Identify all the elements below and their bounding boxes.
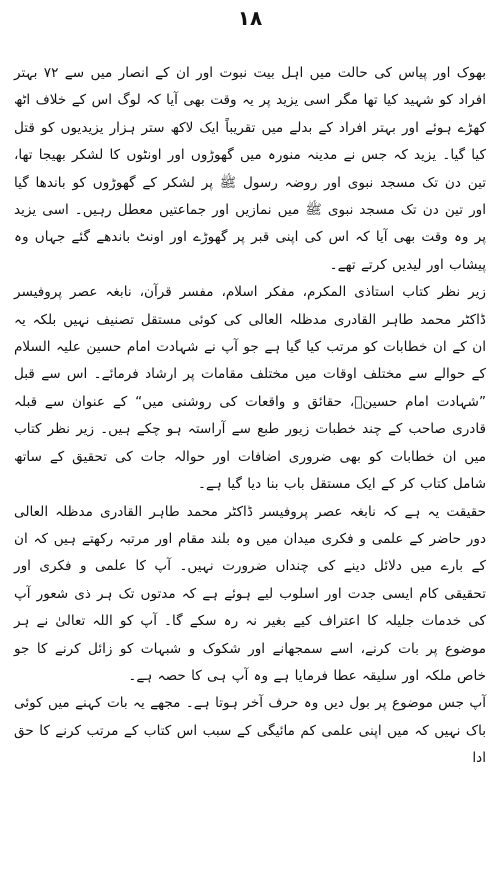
paragraph-yazid-retribution: بھوک اور پیاس کی حالت میں اہل بیت نبوت اور ان کے انصار میں سے ۷۲ بہتر افراد کو شہید کیا تھا مگر اسی یزید پر یہ وقت بھی آیا کہ لوگ اس کے خلاف اٹھ کھڑے ہوئے اور بہتر افراد کے بدلے میں تقریباً ایک لاکھ ستر ہزار یزیدیوں کو قتل کیا گیا۔ یزید کہ جس نے مدینہ منورہ میں گھوڑوں اور اونٹوں کا لشکر بھیجا تھا، تین دن تک مسجد نبوی اور روضہ رسول ﷺ پر لشکر کے گھوڑوں کو باندھا گیا اور تین دن تک مسجد نبوی ﷺ میں نمازیں اور جماعتیں معطل رہیں۔ اسی یزید پر وہ وقت بھی آیا کہ اس کی اپنی قبر پر گھوڑے اور اونٹ باندھے گئے جہاں وہ پیشاب اور لیدیں کرتے تھے۔ xyxy=(14,65,486,273)
paragraph-compiler-note: آپ جس موضوع پر بول دیں وہ حرف آخر ہوتا ہے۔ مجھے یہ بات کہنے میں کوئی باک نہیں کہ میں اپنی علمی کم مائیگی کے سبب اس کتاب کے مرتب کرنے کا حق ادا xyxy=(14,695,486,767)
paragraph-author-tribute: حقیقت یہ ہے کہ نابغہ عصر پروفیسر ڈاکٹر محمد طاہر القادری مدظلہ العالی دور حاضر کے علمی و فکری میدان میں وہ بلند مقام اور مرتبہ رکھتے ہیں کہ ان کے بارے میں دلائل دینے کی چنداں ضرورت نہیں۔ آپ کا علمی و فکری اور تحقیقی کام ایسی جدت اور اسلوب لیے ہوئے ہے کہ مدتوں تک ہر ذی شعور آپ کی خدمات جلیلہ کا اعتراف کیے بغیر نہ رہ سکے گا۔ آپ کو اللہ تعالیٰ نے ہر موضوع پر بات کرنے، اسے سمجھانے اور شکوک و شبہات کو زائل کرنے کا جو خاص ملکہ اور سلیقہ عطا فرمایا ہے وہ آپ ہی کا حصہ ہے۔ xyxy=(14,503,486,684)
body-text xyxy=(14,60,486,773)
page-number: ۱۸ xyxy=(237,6,263,30)
paragraph-book-introduction: زیر نظر کتاب استاذی المکرم، مفکر اسلام، مفسر قرآن، نابغہ عصر پروفیسر ڈاکٹر محمد طاہر القادری مدظلہ العالی کی کوئی مستقل تصنیف نہیں بلکہ یہ ان کے ان خطابات کو مرتب کیا گیا ہے جو آپ نے شہادت امام حسین علیہ السلام کے حوالے سے مختلف اوقات میں مختلف مقامات پر ارشاد فرمائے۔ اس سے قبل ”شہادت امام حسینؑ، حقائق و واقعات کی روشنی میں“ کے عنوان سے قبلہ قادری صاحب کے چند خطبات زیور طبع سے آراستہ ہو چکے ہیں۔ زیر نظر کتاب میں ان خطابات کو بھی ضروری اضافات اور حوالہ جات کی تحقیق کے ساتھ شامل کتاب کر کے ایک مستقل باب بنا دیا گیا ہے۔ xyxy=(14,284,486,493)
